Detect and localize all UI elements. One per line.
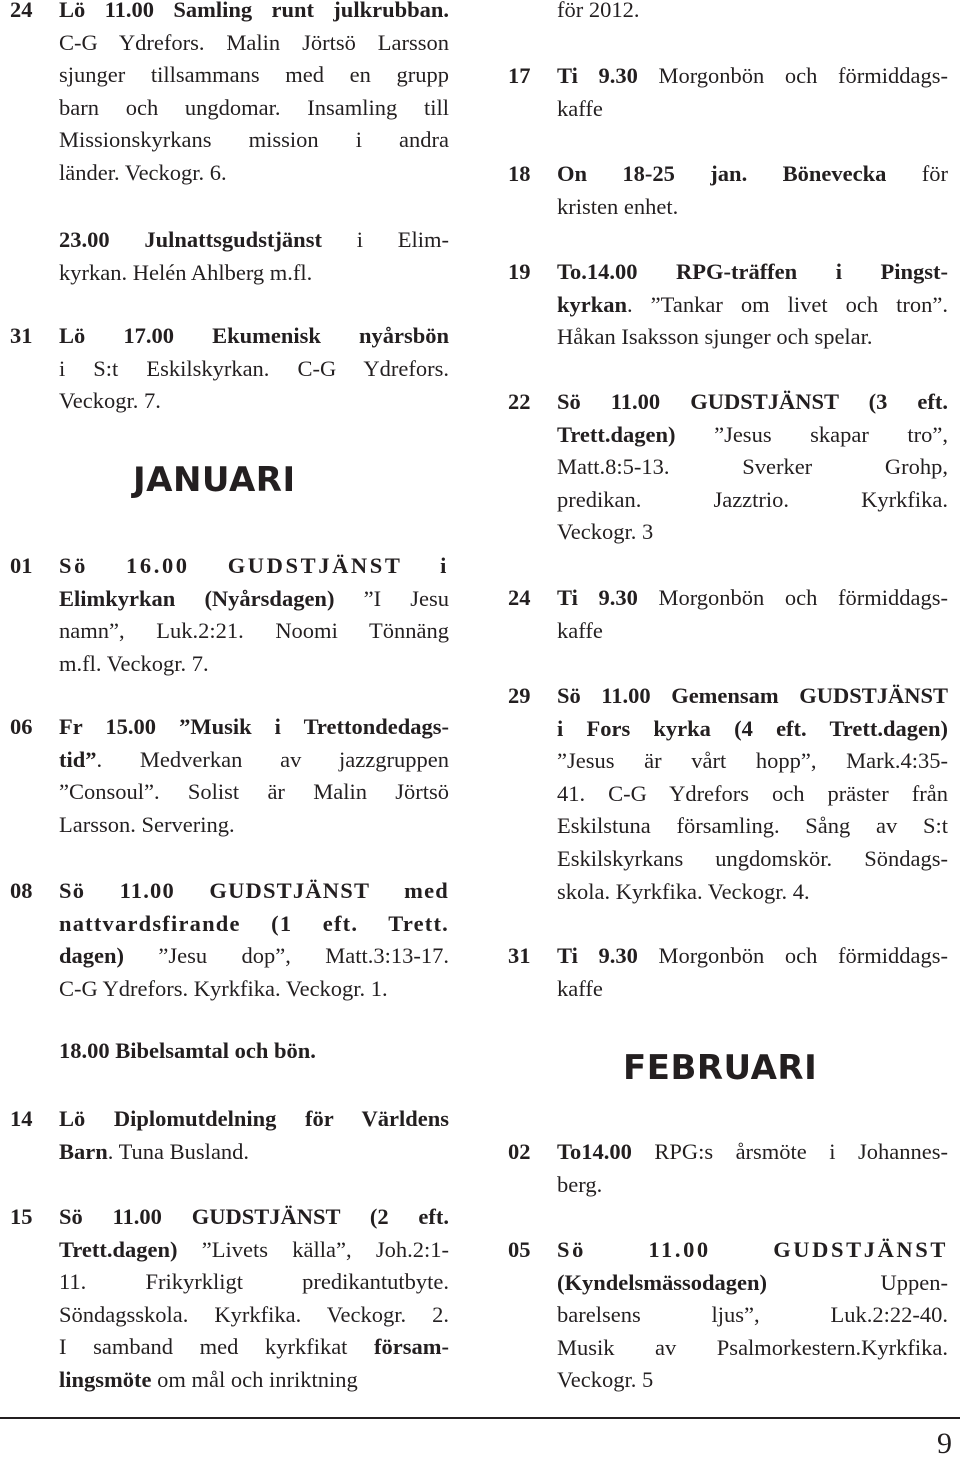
entry-text <box>557 1234 948 1397</box>
text-line <box>59 0 449 27</box>
entry-date: 18 <box>508 161 531 186</box>
plain-text: Håkan Isaksson sjunger och spelar. <box>557 324 873 350</box>
bold-text: försam- <box>374 1334 449 1360</box>
text-line <box>557 582 948 615</box>
entry-text <box>59 1103 449 1168</box>
text-line <box>59 59 449 92</box>
plain-text: Veckogr. 7. <box>59 388 161 414</box>
text-line <box>59 1136 449 1169</box>
plain-text: kyrkan. Helén Ahlberg m.fl. <box>59 259 313 285</box>
plain-text: . Tuna Busland. <box>107 1138 250 1164</box>
bold-text: kyrkan <box>557 291 628 317</box>
text-line <box>59 648 449 681</box>
bold-text: dagen) <box>59 943 125 969</box>
bold-text: tid” <box>59 746 97 772</box>
text-line <box>59 353 449 386</box>
text-line <box>59 875 449 908</box>
text-line <box>59 776 449 809</box>
bold-text: lingsmöte <box>59 1366 152 1392</box>
text-line <box>59 583 449 616</box>
plain-text: ”I Jesu <box>334 585 449 611</box>
text-line <box>557 1332 948 1365</box>
text-line <box>59 973 449 1006</box>
entry-text <box>59 875 449 1005</box>
plain-text: ”Livets källa”, Joh.2:1- <box>177 1236 449 1262</box>
entry-text <box>59 320 449 418</box>
plain-text: ”Jesus är vårt hopp”, Mark.4:35- <box>557 748 948 774</box>
plain-text: Morgonbön och förmiddags- <box>637 585 948 610</box>
entry-text <box>557 158 948 223</box>
text-line <box>59 124 449 157</box>
text-line <box>59 809 449 842</box>
bold-text: Trett.dagen) <box>59 1236 178 1262</box>
text-line <box>59 1103 449 1136</box>
plain-text: sjunger tillsammans med en grupp <box>59 62 449 88</box>
plain-text: RPG:s årsmöte i Johannes- <box>631 1139 948 1164</box>
plain-text: kaffe <box>557 975 603 1001</box>
entry-text <box>557 1136 948 1201</box>
month-heading-february: FEBRUARI <box>623 1048 818 1088</box>
plain-text: Matt.8:5-13. Sverker Grohp, <box>557 454 948 480</box>
entry-date: 29 <box>508 683 531 708</box>
entry-date: 01 <box>10 553 33 578</box>
text-line <box>59 1266 449 1299</box>
plain-text: om mål och inriktning <box>151 1366 358 1392</box>
bold-text: Sö 11.00 GUDSTJÄNST <box>557 1237 948 1262</box>
plain-text: Uppen- <box>767 1269 948 1295</box>
entry-date: 31 <box>508 943 531 968</box>
text-line <box>557 745 948 778</box>
text-line <box>557 93 948 126</box>
text-line <box>557 451 948 484</box>
text-line <box>557 778 948 811</box>
plain-text: länder. Veckogr. 6. <box>59 159 227 185</box>
text-line <box>59 711 449 744</box>
entry-text <box>557 0 948 27</box>
plain-text: Veckogr. 3 <box>557 519 654 545</box>
text-line <box>557 713 948 746</box>
entry-text <box>557 256 948 354</box>
entry-text <box>557 386 948 549</box>
text-line <box>557 484 948 517</box>
text-line <box>557 158 948 191</box>
entry-text <box>59 0 449 190</box>
text-line <box>59 1035 449 1068</box>
text-line <box>59 157 449 190</box>
bold-text: Lö 11.00 Samling runt julkrubban. <box>59 0 449 22</box>
text-line <box>59 908 449 941</box>
text-line <box>59 27 449 60</box>
plain-text: C-G Ydrefors. Malin Jörtsö Larsson <box>59 29 449 55</box>
text-line <box>59 1234 449 1267</box>
plain-text: kristen enhet. <box>557 193 679 219</box>
plain-text: Söndagsskola. Kyrkfika. Veckogr. 2. <box>59 1301 449 1327</box>
bold-text: Lö Diplomutdelning för Världens <box>59 1106 449 1131</box>
entry-text <box>557 60 948 125</box>
plain-text: skola. Kyrkfika. Veckogr. 4. <box>557 878 810 904</box>
entry-date: 02 <box>508 1139 531 1164</box>
plain-text: ”Jesu dop”, Matt.3:13-17. <box>124 943 449 969</box>
month-heading-january: JANUARI <box>133 460 296 500</box>
plain-text: Missionskyrkans mission i andra <box>59 127 449 153</box>
bold-text: 18.00 Bibelsamtal och bön. <box>59 1038 316 1063</box>
text-line <box>557 973 948 1006</box>
footer-rule <box>0 1417 960 1419</box>
bold-text: Ti 9.30 <box>557 585 638 610</box>
plain-text: berg. <box>557 1171 603 1197</box>
text-line <box>557 1299 948 1332</box>
entry-date: 24 <box>10 0 33 22</box>
text-line <box>557 1169 948 1202</box>
plain-text: ”Consoul”. Solist är Malin Jörtsö <box>59 779 449 805</box>
text-line <box>557 1267 948 1300</box>
page-number: 9 <box>937 1427 952 1460</box>
text-line <box>59 1364 449 1397</box>
entry-date: 24 <box>508 585 531 610</box>
entry-text <box>557 680 948 908</box>
text-line <box>557 289 948 322</box>
plain-text: 11. Frikyrkligt predikantutbyte. <box>59 1269 449 1295</box>
plain-text: Larsson. Servering. <box>59 811 235 837</box>
text-line <box>59 320 449 353</box>
plain-text: Veckogr. 5 <box>557 1367 654 1393</box>
entry-date: 19 <box>508 259 531 284</box>
entry-text <box>557 582 948 647</box>
bold-text: Sö 11.00 Gemensam GUDSTJÄNST <box>557 683 948 708</box>
text-line <box>59 385 449 418</box>
entry-date: 17 <box>508 63 531 88</box>
entry-date: 08 <box>10 878 33 903</box>
bold-text: Sö 11.00 GUDSTJÄNST med <box>59 878 449 903</box>
plain-text: barn och ungdomar. Insamling till <box>59 94 449 120</box>
entry-date: 06 <box>10 714 33 739</box>
plain-text: för 2012. <box>557 0 640 22</box>
text-line <box>557 843 948 876</box>
bold-text: Sö 16.00 GUDSTJÄNST i <box>59 553 449 578</box>
plain-text: Eskilstuna församling. Sång av S:t <box>557 813 948 839</box>
plain-text: . Medverkan av jazzgruppen <box>96 746 449 772</box>
plain-text: Morgonbön och förmiddags- <box>637 63 948 88</box>
bold-text: Sö 11.00 GUDSTJÄNST (3 eft. <box>557 389 948 414</box>
entry-text <box>557 940 948 1005</box>
plain-text: namn”, Luk.2:21. Noomi Tönnäng <box>59 618 449 644</box>
entry-date: 31 <box>10 323 33 348</box>
text-line <box>557 1234 948 1267</box>
text-line <box>557 386 948 419</box>
text-line <box>557 60 948 93</box>
text-line <box>59 1299 449 1332</box>
bold-text: 23.00 Julnattsgudstjänst <box>59 227 322 252</box>
text-line <box>59 615 449 648</box>
bold-text: To.14.00 RPG-träffen i Pingst- <box>557 259 948 284</box>
plain-text: i S:t Eskilskyrkan. C-G Ydrefors. <box>59 355 449 381</box>
plain-text: kaffe <box>557 617 603 643</box>
entry-text <box>59 1035 449 1068</box>
plain-text: barelsens ljus”, Luk.2:22-40. <box>557 1302 948 1328</box>
plain-text: 41. C-G Ydrefors och präster från <box>557 780 948 806</box>
bold-text: Barn <box>59 1138 108 1164</box>
text-line <box>557 1364 948 1397</box>
text-line <box>59 744 449 777</box>
bold-text: On 18-25 jan. Bönevecka <box>557 161 887 186</box>
plain-text: Eskilskyrkans ungdomskör. Söndags- <box>557 845 948 871</box>
text-line <box>59 550 449 583</box>
plain-text: . ”Tankar om livet och tron”. <box>627 291 948 317</box>
entry-text <box>59 711 449 841</box>
entry-date: 22 <box>508 389 531 414</box>
text-line <box>557 876 948 909</box>
plain-text: Musik av Psalmorkestern.Kyrkfika. <box>557 1334 948 1360</box>
text-line <box>557 810 948 843</box>
entry-date: 05 <box>508 1237 531 1262</box>
bold-text: Trett.dagen) <box>557 421 676 447</box>
text-line <box>59 257 449 290</box>
bold-text: Elimkyrkan (Nyårsdagen) <box>59 585 335 611</box>
text-line <box>557 321 948 354</box>
bold-text: Ti 9.30 <box>557 943 638 968</box>
entry-date: 14 <box>10 1106 33 1131</box>
plain-text: m.fl. Veckogr. 7. <box>59 650 209 676</box>
plain-text: predikan. Jazztrio. Kyrkfika. <box>557 486 948 512</box>
bold-text: i Fors kyrka (4 eft. Trett.dagen) <box>557 715 948 741</box>
entry-text <box>59 550 449 680</box>
text-line <box>59 1201 449 1234</box>
entry-text <box>59 224 449 289</box>
entry-date: 15 <box>10 1204 33 1229</box>
text-line <box>59 92 449 125</box>
plain-text: för <box>886 161 948 186</box>
text-line <box>557 615 948 648</box>
bold-text: nattvardsfirande (1 eft. Trett. <box>59 910 449 936</box>
bold-text: Lö 17.00 Ekumenisk nyårsbön <box>59 323 449 348</box>
bold-text: Ti 9.30 <box>557 63 638 88</box>
text-line <box>557 191 948 224</box>
bold-text: (Kyndelsmässodagen) <box>557 1269 768 1295</box>
text-line <box>557 940 948 973</box>
plain-text: Morgonbön och förmiddags- <box>637 943 948 968</box>
text-line <box>557 516 948 549</box>
bold-text: Fr 15.00 ”Musik i Trettondedags- <box>59 714 449 739</box>
bold-text: To14.00 <box>557 1139 632 1164</box>
plain-text: C-G Ydrefors. Kyrkfika. Veckogr. 1. <box>59 975 388 1001</box>
plain-text: ”Jesus skapar tro”, <box>675 421 948 447</box>
text-line <box>557 1136 948 1169</box>
text-line <box>557 419 948 452</box>
entry-text <box>59 1201 449 1397</box>
text-line <box>59 224 449 257</box>
text-line <box>557 0 948 27</box>
bold-text: Sö 11.00 GUDSTJÄNST (2 eft. <box>59 1204 449 1229</box>
text-line <box>557 680 948 713</box>
text-line <box>59 940 449 973</box>
text-line <box>59 1331 449 1364</box>
plain-text: I samband med kyrkfikat <box>59 1334 375 1360</box>
plain-text: kaffe <box>557 95 603 121</box>
text-line <box>557 256 948 289</box>
plain-text: i Elim- <box>321 227 449 252</box>
